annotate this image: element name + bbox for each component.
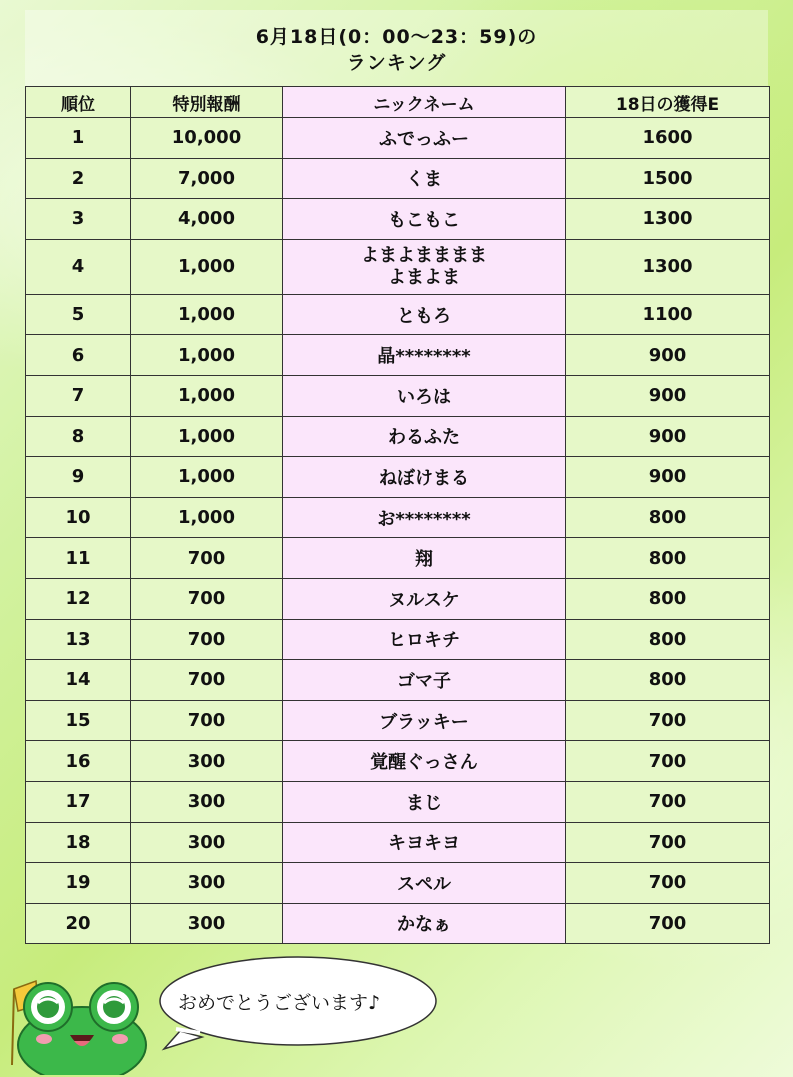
nickname-cell: ブラッキー bbox=[283, 700, 566, 741]
earned-cell: 800 bbox=[566, 538, 770, 579]
rank-cell: 4 bbox=[26, 239, 131, 294]
rank-cell: 17 bbox=[26, 781, 131, 822]
earned-cell: 700 bbox=[566, 903, 770, 944]
earned-cell: 900 bbox=[566, 335, 770, 376]
page-title bbox=[25, 24, 768, 76]
rank-cell: 10 bbox=[26, 497, 131, 538]
earned-cell: 700 bbox=[566, 781, 770, 822]
table-header-row bbox=[26, 87, 770, 118]
reward-cell: 300 bbox=[131, 903, 283, 944]
earned-cell: 800 bbox=[566, 619, 770, 660]
reward-cell: 10,000 bbox=[131, 118, 283, 159]
reward-cell: 700 bbox=[131, 578, 283, 619]
rank-cell: 2 bbox=[26, 158, 131, 199]
table-row bbox=[26, 822, 770, 863]
nickname-cell: ねぼけまる bbox=[283, 457, 566, 498]
earned-cell: 1100 bbox=[566, 294, 770, 335]
rank-cell: 16 bbox=[26, 741, 131, 782]
reward-cell: 1,000 bbox=[131, 294, 283, 335]
reward-cell: 1,000 bbox=[131, 457, 283, 498]
table-row bbox=[26, 781, 770, 822]
earned-cell: 700 bbox=[566, 741, 770, 782]
rank-cell: 1 bbox=[26, 118, 131, 159]
nickname-cell: ふでっふー bbox=[283, 118, 566, 159]
nickname-cell: 晶******** bbox=[283, 335, 566, 376]
earned-cell: 1300 bbox=[566, 199, 770, 240]
table-row bbox=[26, 375, 770, 416]
rank-cell: 19 bbox=[26, 863, 131, 904]
rank-cell: 8 bbox=[26, 416, 131, 457]
rank-cell: 13 bbox=[26, 619, 131, 660]
header-earned: 18日の獲得E bbox=[566, 87, 770, 118]
nickname-cell: 翔 bbox=[283, 538, 566, 579]
nickname-cell: まじ bbox=[283, 781, 566, 822]
title-line-2: ランキング bbox=[346, 52, 447, 74]
rank-cell: 12 bbox=[26, 578, 131, 619]
reward-cell: 300 bbox=[131, 781, 283, 822]
reward-cell: 1,000 bbox=[131, 239, 283, 294]
earned-cell: 1600 bbox=[566, 118, 770, 159]
nickname-cell: お******** bbox=[283, 497, 566, 538]
frog-mascot-icon bbox=[8, 975, 148, 1075]
rank-cell: 3 bbox=[26, 199, 131, 240]
nickname-cell: スペル bbox=[283, 863, 566, 904]
earned-cell: 900 bbox=[566, 416, 770, 457]
reward-cell: 1,000 bbox=[131, 416, 283, 457]
table-row bbox=[26, 158, 770, 199]
nickname-cell: キヨキヨ bbox=[283, 822, 566, 863]
nickname-line-2: よまよま bbox=[388, 266, 460, 288]
rank-cell: 18 bbox=[26, 822, 131, 863]
nickname-line-1: よまよまままま bbox=[361, 244, 487, 266]
nickname-cell: わるふた bbox=[283, 416, 566, 457]
table-row bbox=[26, 863, 770, 904]
nickname-cell: ゴマ子 bbox=[283, 660, 566, 701]
nickname-cell: ともろ bbox=[283, 294, 566, 335]
congratulations-text: おめでとうございます♪ bbox=[178, 992, 381, 1014]
header-rank: 順位 bbox=[26, 87, 131, 118]
nickname-cell bbox=[283, 239, 566, 294]
reward-cell: 4,000 bbox=[131, 199, 283, 240]
table-row bbox=[26, 335, 770, 376]
earned-cell: 700 bbox=[566, 863, 770, 904]
ranking-table bbox=[25, 86, 770, 944]
earned-cell: 800 bbox=[566, 578, 770, 619]
reward-cell: 7,000 bbox=[131, 158, 283, 199]
table-row bbox=[26, 416, 770, 457]
earned-cell: 800 bbox=[566, 660, 770, 701]
rank-cell: 14 bbox=[26, 660, 131, 701]
earned-cell: 700 bbox=[566, 822, 770, 863]
table-row bbox=[26, 457, 770, 498]
reward-cell: 300 bbox=[131, 863, 283, 904]
rank-cell: 20 bbox=[26, 903, 131, 944]
reward-cell: 1,000 bbox=[131, 335, 283, 376]
reward-cell: 700 bbox=[131, 538, 283, 579]
header-reward: 特別報酬 bbox=[131, 87, 283, 118]
table-row bbox=[26, 741, 770, 782]
reward-cell: 300 bbox=[131, 741, 283, 782]
reward-cell: 1,000 bbox=[131, 497, 283, 538]
nickname-cell: ヌルスケ bbox=[283, 578, 566, 619]
table-row bbox=[26, 538, 770, 579]
table-row bbox=[26, 199, 770, 240]
rank-cell: 5 bbox=[26, 294, 131, 335]
reward-cell: 700 bbox=[131, 619, 283, 660]
title-line-1: 6月18日(0：00～23：59)の bbox=[255, 26, 538, 48]
earned-cell: 800 bbox=[566, 497, 770, 538]
table-row bbox=[26, 700, 770, 741]
nickname-cell: 覚醒ぐっさん bbox=[283, 741, 566, 782]
rank-cell: 11 bbox=[26, 538, 131, 579]
reward-cell: 1,000 bbox=[131, 375, 283, 416]
earned-cell: 900 bbox=[566, 375, 770, 416]
nickname-cell: かなぁ bbox=[283, 903, 566, 944]
rank-cell: 6 bbox=[26, 335, 131, 376]
earned-cell: 700 bbox=[566, 700, 770, 741]
nickname-cell: ヒロキチ bbox=[283, 619, 566, 660]
reward-cell: 300 bbox=[131, 822, 283, 863]
rank-cell: 7 bbox=[26, 375, 131, 416]
table-row bbox=[26, 118, 770, 159]
table-row bbox=[26, 660, 770, 701]
reward-cell: 700 bbox=[131, 700, 283, 741]
nickname-cell: もこもこ bbox=[283, 199, 566, 240]
nickname-cell: くま bbox=[283, 158, 566, 199]
table-row bbox=[26, 497, 770, 538]
table-row bbox=[26, 578, 770, 619]
earned-cell: 1500 bbox=[566, 158, 770, 199]
reward-cell: 700 bbox=[131, 660, 283, 701]
rank-cell: 15 bbox=[26, 700, 131, 741]
table-row bbox=[26, 903, 770, 944]
table-row bbox=[26, 619, 770, 660]
rank-cell: 9 bbox=[26, 457, 131, 498]
table-row bbox=[26, 294, 770, 335]
table-row bbox=[26, 239, 770, 294]
earned-cell: 900 bbox=[566, 457, 770, 498]
header-nickname: ニックネーム bbox=[283, 87, 566, 118]
earned-cell: 1300 bbox=[566, 239, 770, 294]
nickname-cell: いろは bbox=[283, 375, 566, 416]
